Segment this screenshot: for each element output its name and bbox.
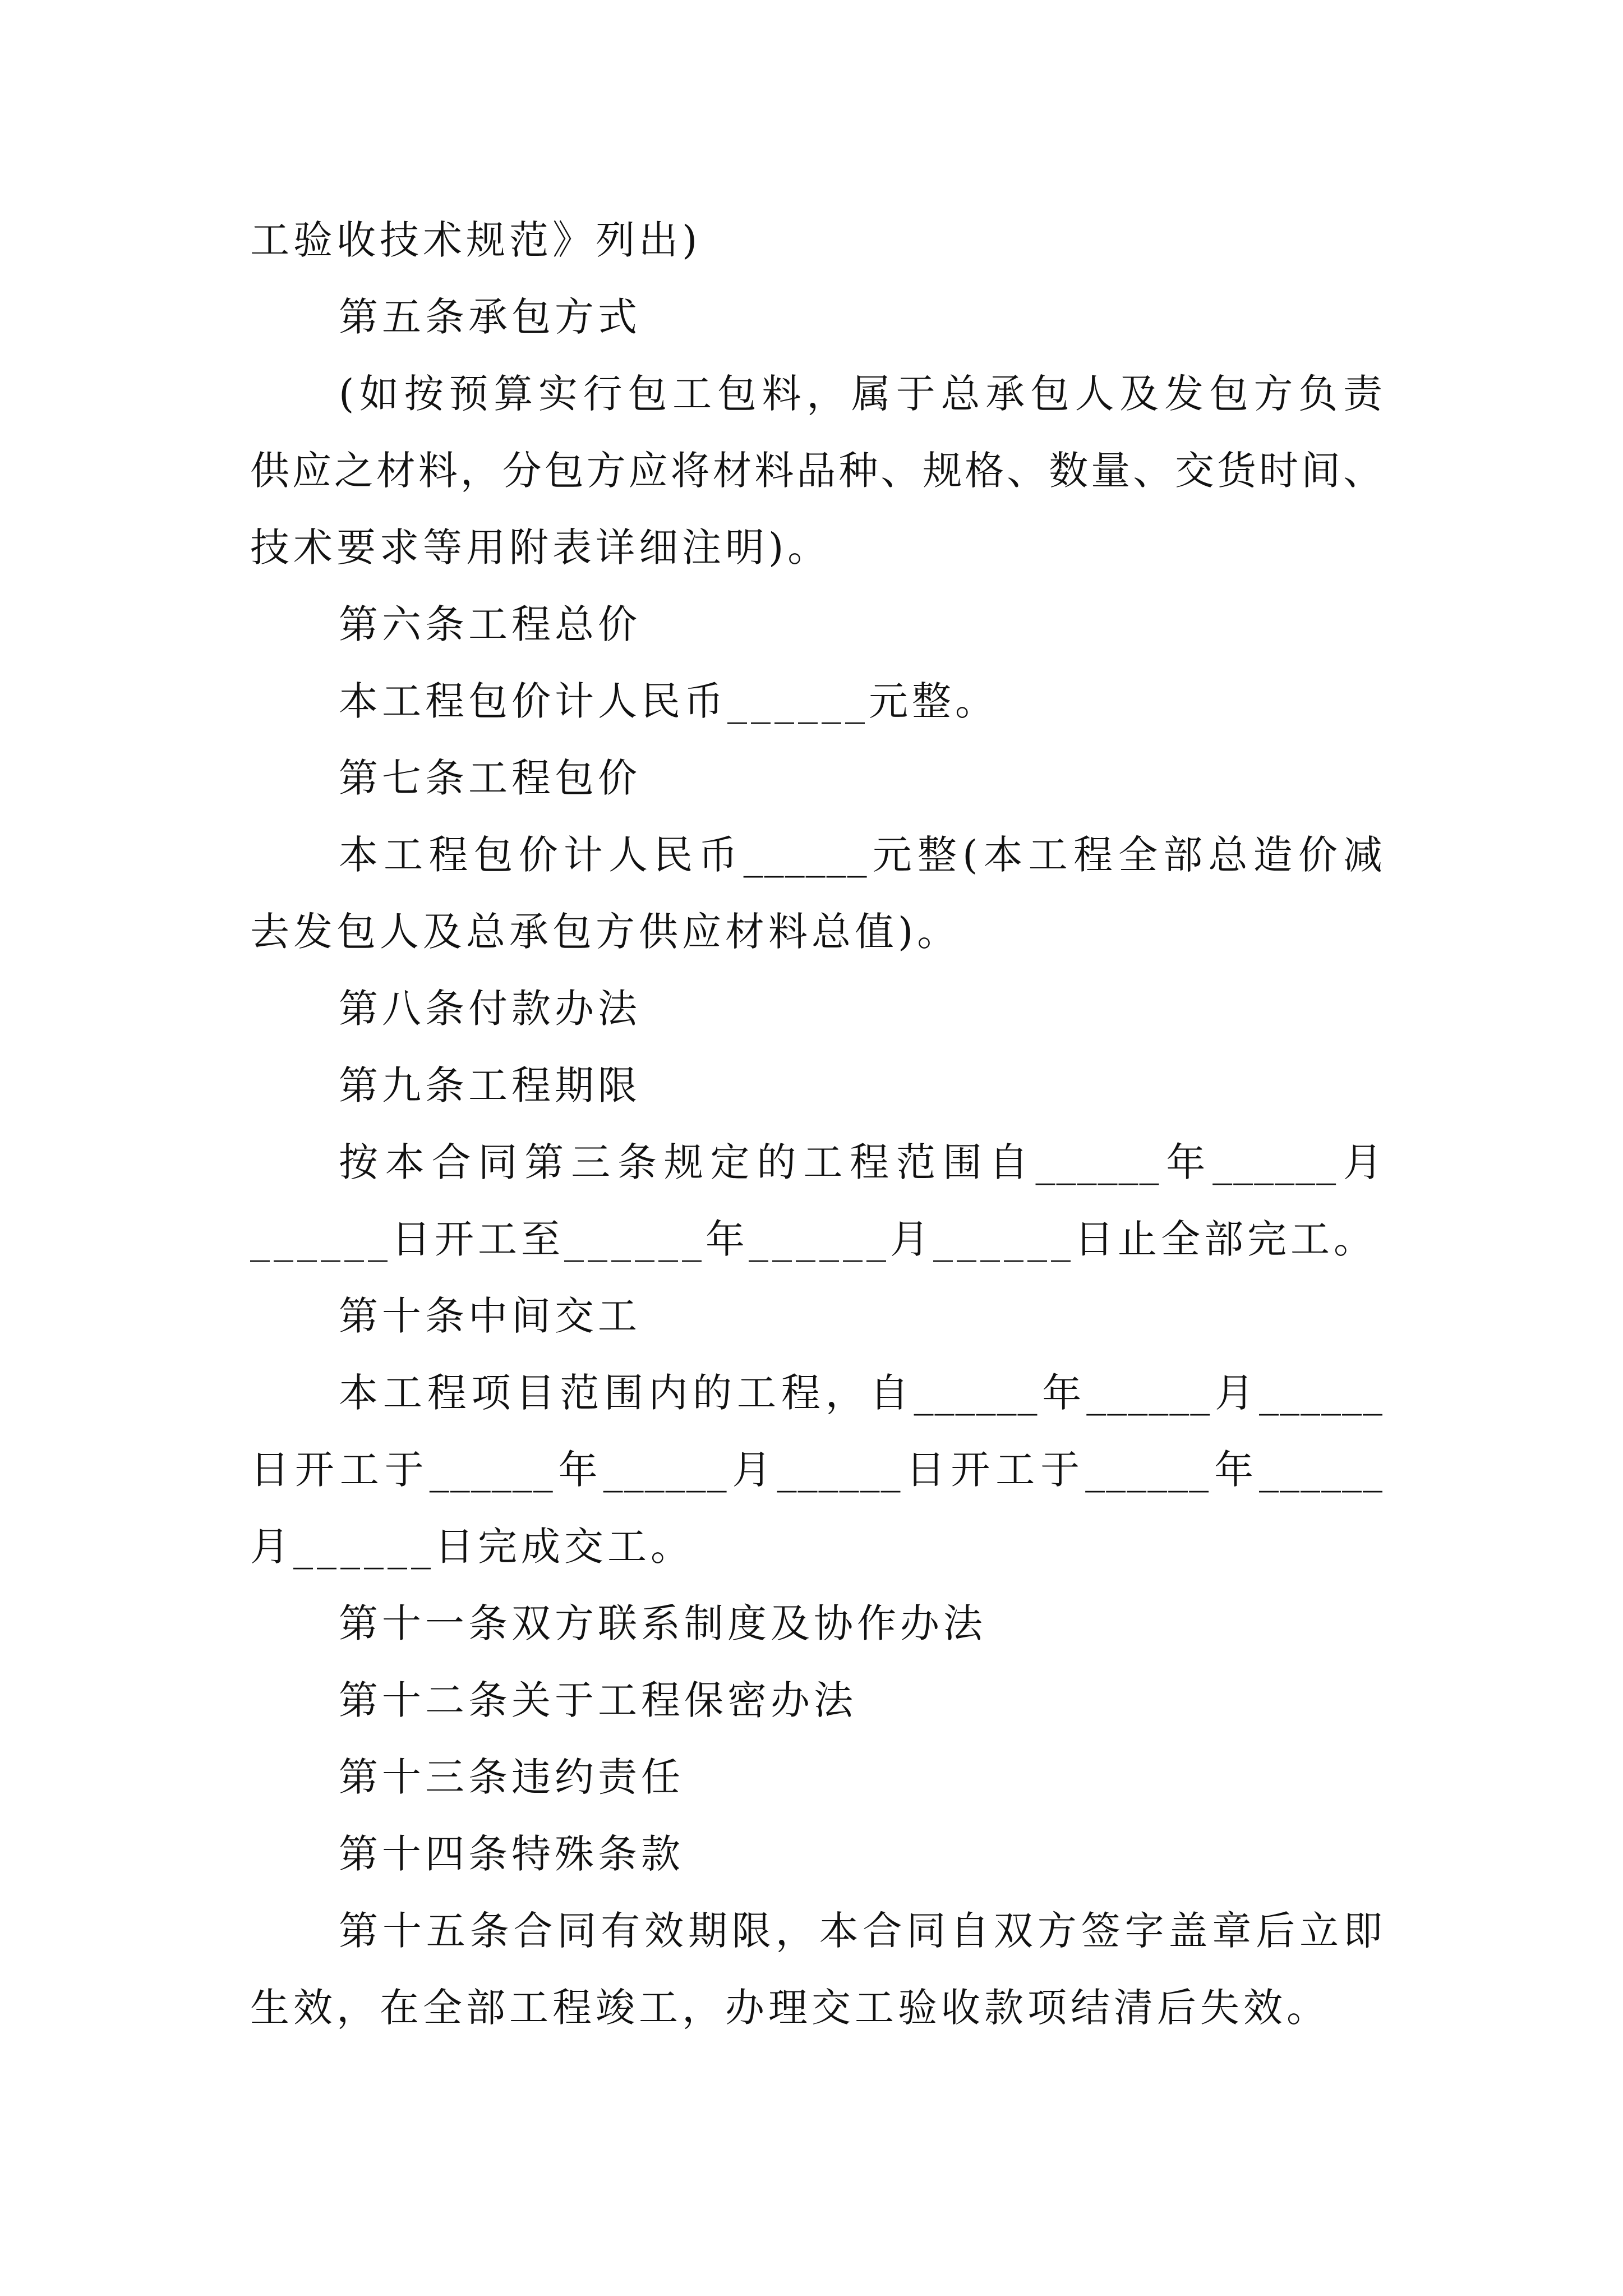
- article-8-heading: [250, 970, 1384, 1047]
- article-6-heading: [250, 586, 1384, 663]
- article-11-heading: [250, 1585, 1384, 1662]
- article-5-body: [250, 356, 1384, 586]
- article-12-heading: [250, 1662, 1384, 1739]
- text-line: 技术要求等用附表详细注明)。: [250, 524, 831, 570]
- article-7-body: [250, 817, 1384, 970]
- text-line: ______日开工至______年______月______日止全部完工。: [250, 1216, 1377, 1262]
- article-9-heading: [250, 1047, 1384, 1124]
- text-line: 第五条承包方式: [339, 294, 641, 340]
- text-line: 第八条付款办法: [339, 986, 641, 1032]
- text-line: 第十条中间交工: [339, 1293, 641, 1339]
- text-line: 去发包人及总承包方供应材料总值)。: [250, 909, 961, 955]
- text-line: 第十四条特殊条款: [339, 1831, 684, 1877]
- article-9-body: [250, 1124, 1384, 1278]
- text-line: 本工程项目范围内的工程，自______年______月______: [339, 1370, 1384, 1416]
- continued-paragraph: [250, 202, 1384, 279]
- article-15-paragraph: [250, 1893, 1384, 2046]
- text-line: 月______日完成交工。: [250, 1524, 694, 1570]
- text-line: 第十一条双方联系制度及协作办法: [339, 1600, 986, 1646]
- article-10-body: [250, 1355, 1384, 1585]
- text-line: 按本合同第三条规定的工程范围自______年______月: [339, 1139, 1384, 1185]
- article-7-heading: [250, 740, 1384, 817]
- text-line: (如按预算实行包工包料，属于总承包人及发包方负责: [339, 371, 1384, 417]
- article-14-heading: [250, 1816, 1384, 1893]
- text-line: 本工程包价计人民币______元整(本工程全部总造价减: [339, 832, 1384, 878]
- text-line: 第十二条关于工程保密办法: [339, 1677, 857, 1723]
- text-line: 供应之材料，分包方应将材料品种、规格、数量、交货时间、: [250, 448, 1384, 494]
- text-line: 工验收技术规范》列出): [250, 217, 702, 263]
- text-line: 本工程包价计人民币______元整。: [339, 678, 998, 724]
- text-line: 生效，在全部工程竣工，办理交工验收款项结清后失效。: [250, 1985, 1330, 2031]
- text-line: 第七条工程包价: [339, 755, 641, 801]
- text-line: 第十五条合同有效期限，本合同自双方签字盖章后立即: [339, 1908, 1384, 1954]
- article-6-body: [250, 663, 1384, 740]
- article-5-heading: [250, 279, 1384, 356]
- article-13-heading: [250, 1739, 1384, 1816]
- text-line: 第六条工程总价: [339, 601, 641, 647]
- text-line: 日开工于______年______月______日开工于______年______: [250, 1447, 1384, 1493]
- text-line: 第十三条违约责任: [339, 1754, 684, 1800]
- article-10-heading: [250, 1278, 1384, 1355]
- document-body: [250, 202, 1384, 2046]
- text-line: 第九条工程期限: [339, 1062, 641, 1108]
